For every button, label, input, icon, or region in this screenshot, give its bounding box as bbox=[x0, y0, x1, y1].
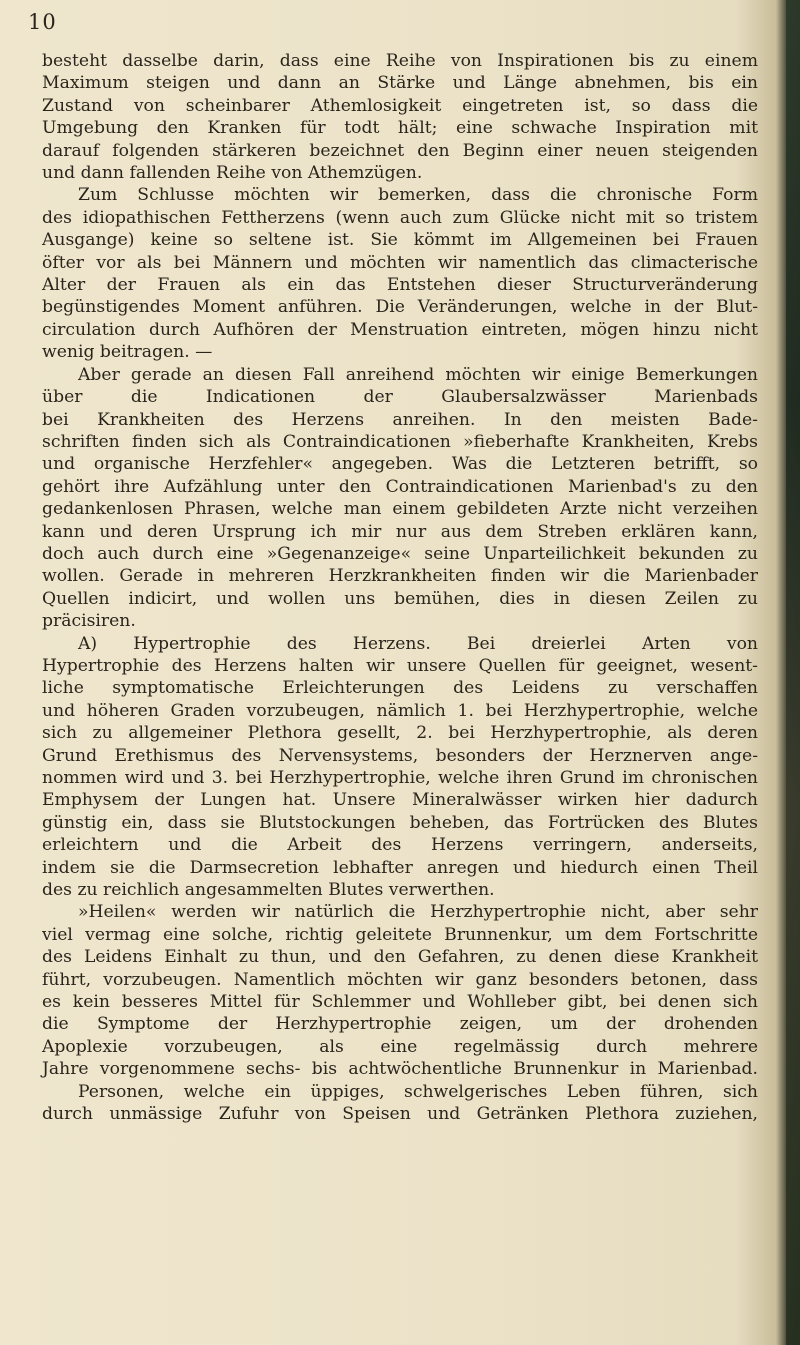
text-line: es kein besseres Mittel für Schlemmer und Wohlleber gibt, bei denen sich bbox=[42, 992, 758, 1013]
text-line: führt, vorzubeugen. Namentlich möchten wir ganz besonders betonen, dass bbox=[42, 969, 758, 990]
text-line: öfter vor als bei Männern und möchten wir namentlich das climacterische bbox=[42, 252, 758, 273]
page-edge bbox=[786, 0, 800, 1345]
text-line: des zu reichlich angesammelten Blutes verwerthen. bbox=[42, 880, 495, 901]
text-line: Jahre vorgenommene sechs- bis achtwöchentliche Brunnenkur in Marienbad. bbox=[42, 1059, 758, 1080]
text-line: A) Hypertrophie des Herzens. Bei dreierlei Arten von bbox=[78, 633, 758, 654]
text-line: Zum Schlusse möchten wir bemerken, dass die chronische Form bbox=[78, 185, 758, 206]
text-line: über die Indicationen der Glaubersalzwässer Marienbads bbox=[42, 387, 758, 408]
text-line: kann und deren Ursprung ich mir nur aus dem Streben erklären kann, bbox=[42, 521, 758, 542]
text-line: Personen, welche ein üppiges, schwelgerisches Leben führen, sich bbox=[78, 1081, 758, 1102]
text-line: wollen. Gerade in mehreren Herzkrankheiten finden wir die Marienbader bbox=[42, 566, 758, 587]
text-line: und dann fallenden Reihe von Athemzügen. bbox=[42, 163, 423, 184]
text-line: Hypertrophie des Herzens halten wir unsere Quellen für geeignet, wesent- bbox=[42, 655, 758, 676]
text-line: gedankenlosen Phrasen, welche man einem gebildeten Arzte nicht verzeihen bbox=[42, 499, 758, 520]
text-line: nommen wird und 3. bei Herzhypertrophie, welche ihren Grund im chronischen bbox=[42, 768, 758, 788]
text-line: durch unmässige Zufuhr von Speisen und Getränken Plethora zuziehen, bbox=[42, 1104, 758, 1125]
text-line: Umgebung den Kranken für todt hält; eine schwache Inspiration mit bbox=[42, 118, 758, 139]
text-line: und höheren Graden vorzubeugen, nämlich 1. bei Herzhypertrophie, welche bbox=[42, 700, 758, 721]
text-line: erleichtern und die Arbeit des Herzens verringern, anderseits, bbox=[42, 835, 758, 856]
text-line: und organische Herzfehler« angegeben. Was die Letzteren betrifft, so bbox=[42, 454, 758, 475]
text-line: begünstigendes Moment anführen. Die Veränderungen, welche in der Blut- bbox=[42, 297, 758, 318]
text-line: besteht dasselbe darin, dass eine Reihe von Inspirationen bis zu einem bbox=[42, 51, 758, 71]
text-line: Emphysem der Lungen hat. Unsere Mineralwässer wirken hier dadurch bbox=[42, 790, 758, 811]
text-line: Zustand von scheinbarer Athemlosigkeit eingetreten ist, so dass die bbox=[42, 95, 758, 116]
text-line: Quellen indicirt, und wollen uns bemühen, dies in diesen Zeilen zu bbox=[42, 588, 758, 609]
text-line: circulation durch Aufhören der Menstruation eintreten, mögen hinzu nicht bbox=[42, 319, 758, 340]
text-line: des Leidens Einhalt zu thun, und den Gefahren, zu denen diese Krankheit bbox=[42, 947, 758, 968]
text-line: präcisiren. bbox=[42, 611, 136, 632]
text-line: Alter der Frauen als ein das Entstehen dieser Structurveränderung bbox=[42, 275, 758, 296]
text-line: günstig ein, dass sie Blutstockungen beheben, das Fortrücken des Blutes bbox=[42, 812, 758, 833]
text-line: viel vermag eine solche, richtig geleitete Brunnenkur, um dem Fortschritte bbox=[42, 924, 758, 945]
text-line: Aber gerade an diesen Fall anreihend möchten wir einige Bemerkungen bbox=[78, 364, 758, 385]
text-line: gehört ihre Aufzählung unter den Contraindicationen Marienbad's zu den bbox=[42, 476, 758, 497]
text-line: Grund Erethismus des Nervensystems, besonders der Herznerven ange- bbox=[42, 745, 758, 766]
text-line: Apoplexie vorzubeugen, als eine regelmässig durch mehrere bbox=[42, 1036, 758, 1057]
text-line: sich zu allgemeiner Plethora gesellt, 2. bei Herzhypertrophie, als deren bbox=[42, 723, 758, 744]
text-line: des idiopathischen Fettherzens (wenn auch zum Glücke nicht mit so tristem bbox=[42, 207, 758, 228]
page-number: 10 bbox=[28, 10, 57, 34]
text-line: bei Krankheiten des Herzens anreihen. In den meisten Bade- bbox=[42, 409, 758, 430]
text-line: darauf folgenden stärkeren bezeichnet den Beginn einer neuen steigenden bbox=[42, 140, 758, 161]
text-line: schriften finden sich als Contraindicationen »fieberhafte Krankheiten, Krebs bbox=[42, 431, 758, 452]
text-line: doch auch durch eine »Gegenanzeige« seine Unparteilichkeit bekunden zu bbox=[42, 543, 758, 564]
text-line: Maximum steigen und dann an Stärke und Länge abnehmen, bis ein bbox=[42, 73, 758, 94]
body-text bbox=[42, 50, 758, 1126]
text-line: die Symptome der Herzhypertrophie zeigen, um der drohenden bbox=[42, 1014, 758, 1035]
text-line: liche symptomatische Erleichterungen des Leidens zu verschaffen bbox=[42, 678, 758, 699]
text-line: indem sie die Darmsecretion lebhafter anregen und hiedurch einen Theil bbox=[42, 857, 758, 878]
text-line: wenig beitragen. — bbox=[42, 342, 213, 363]
text-line: Ausgange) keine so seltene ist. Sie kömmt im Allgemeinen bei Frauen bbox=[42, 230, 758, 251]
text-line: »Heilen« werden wir natürlich die Herzhypertrophie nicht, aber sehr bbox=[78, 902, 758, 923]
